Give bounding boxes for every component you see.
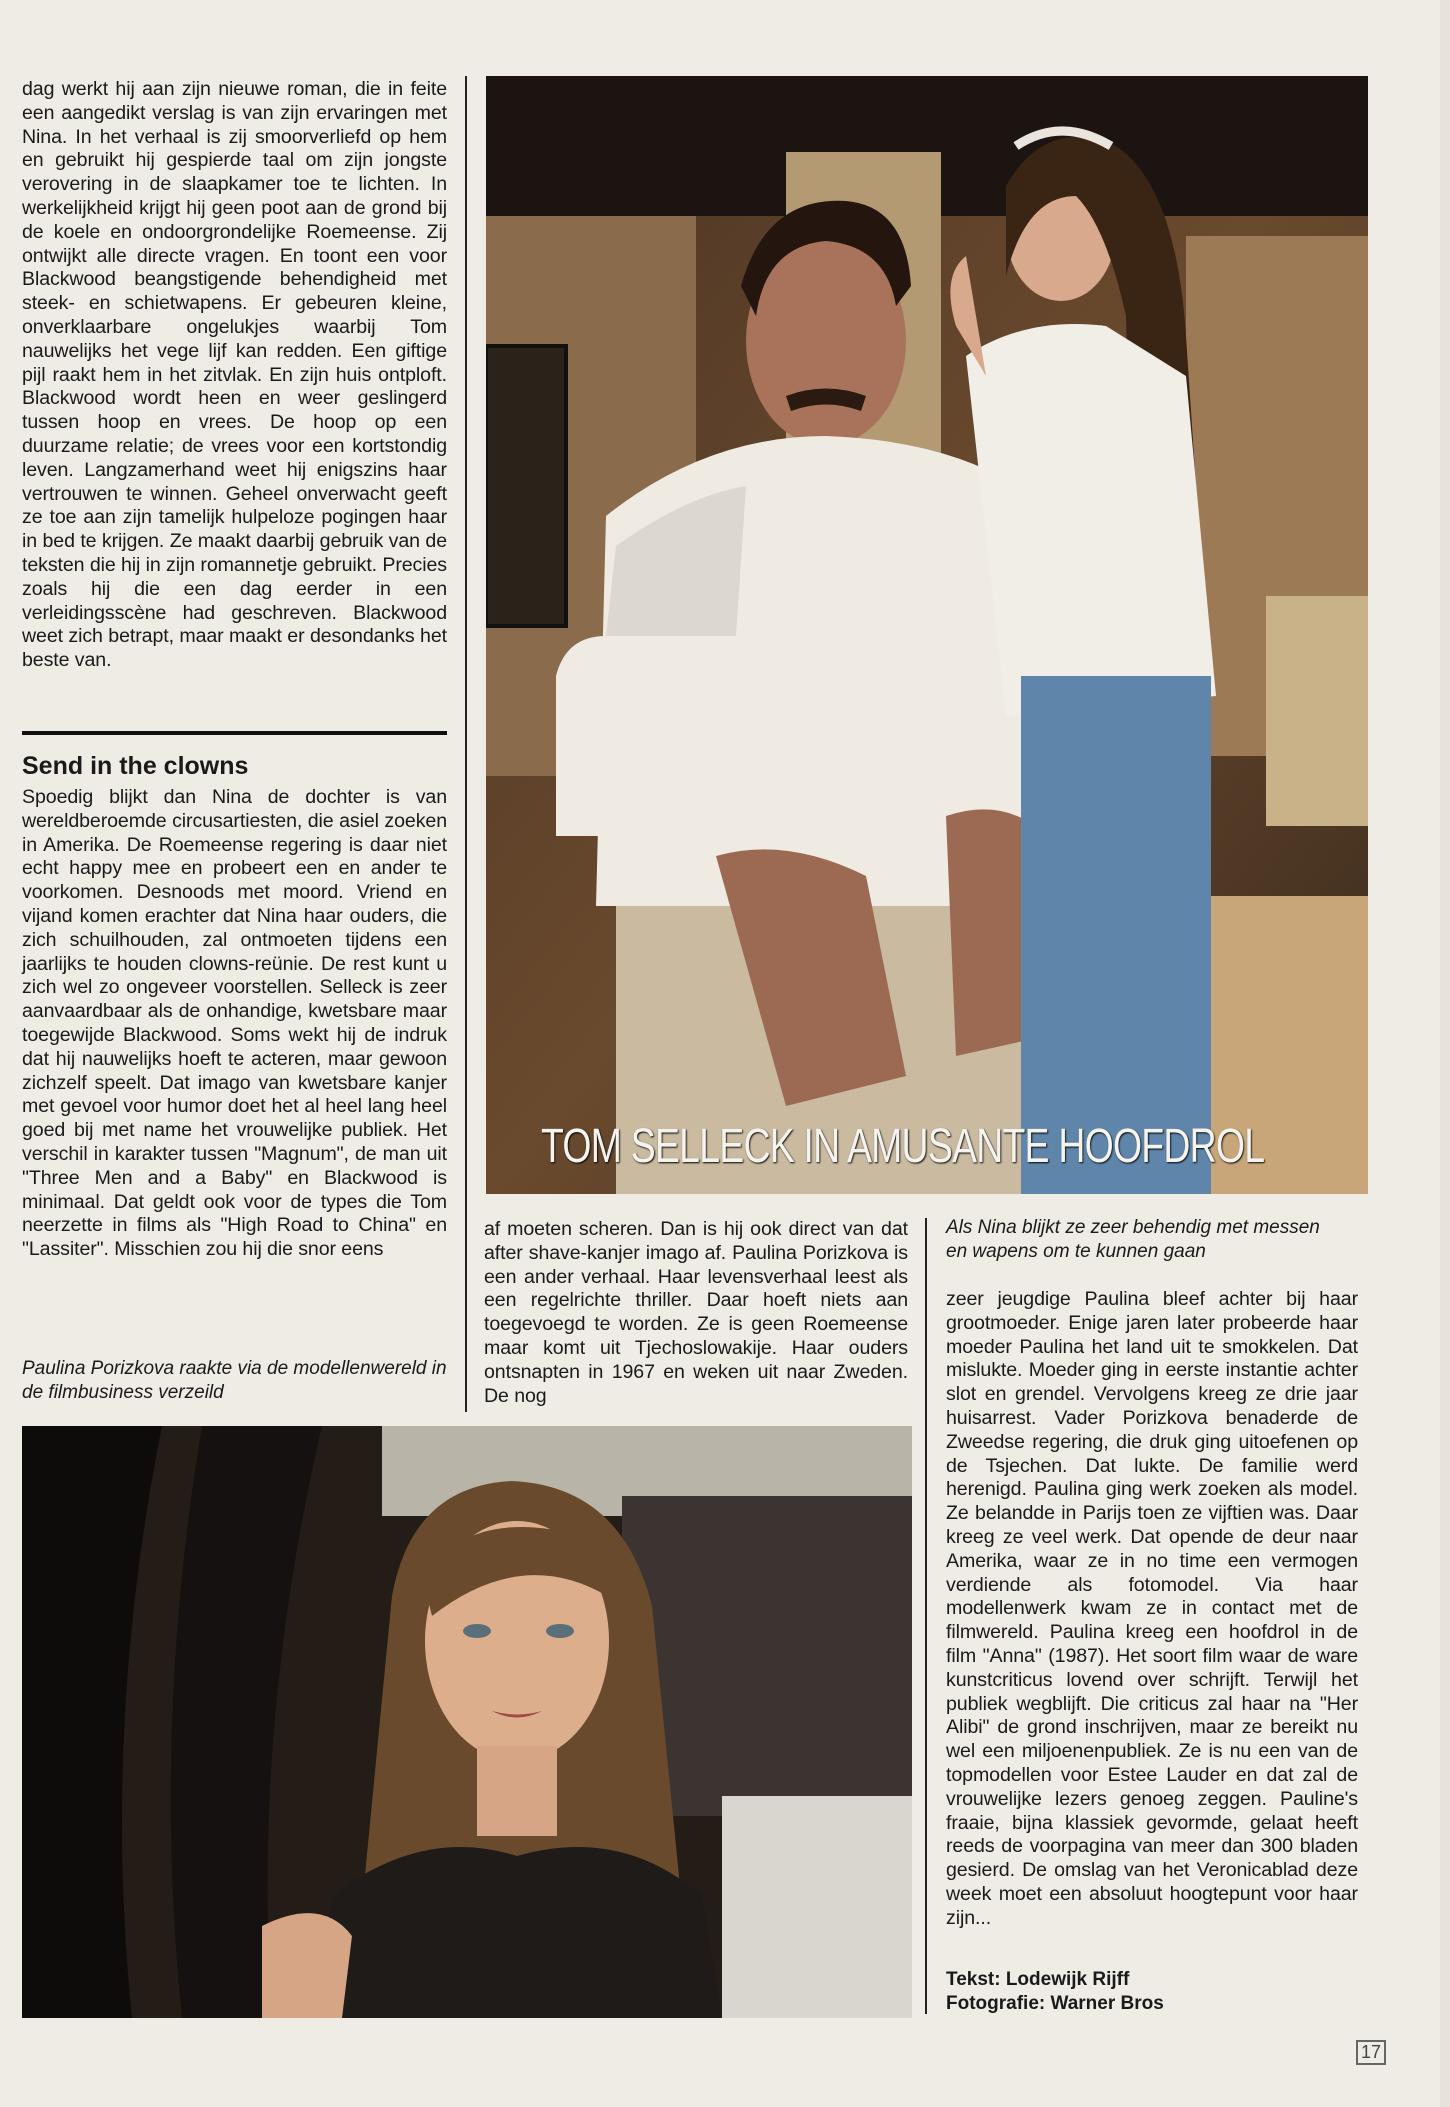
credit-text: Tekst: Lodewijk Rijff: [946, 1969, 1130, 1990]
column1-body2: [22, 786, 447, 1262]
column2-paragraph: af moeten scheren. Dan is hij ook direct van dat after shave-kanjer imago af. Paulina Porizkova is een ander verhaal. Haar levensverhaal leest als een regelrichte thriller. Daar hoeft niets aan toegevoegd te worden. Ze is geen Roemeense maar komt uit Tjechoslowakije. Haar ouders ontsnapten in 1967 en weken uit naar Zweden. De nog: [484, 1218, 908, 1407]
column1-body: [22, 78, 447, 673]
credit-photo: Fotografie: Warner Bros: [946, 1993, 1164, 2014]
photo-illustration: [486, 76, 1368, 1194]
section-heading: Send in the clowns: [22, 752, 249, 780]
photo-paulina-car: [22, 1426, 912, 2018]
photo-illustration: [22, 1426, 912, 2018]
section-divider: [22, 731, 447, 735]
column3-body: [946, 1288, 1358, 1931]
column1-paragraph: dag werkt hij aan zijn nieuwe roman, die in feite een aangedikt verslag is van zijn ervaringen met Nina. In het verhaal is zij smoorverliefd op hem en gebruikt hij gespierde taal om zijn jongste verovering in de slaapkamer toe te lichten. In werkelijkheid krijgt hij geen poot aan de grond bij de koele en ondoorgrondelijke Roemeense. Zij ontwijkt alle directe vragen. En toont een voor Blackwood beangstigende behendigheid met steek- en schietwapens. Er gebeuren kleine, onverklaarbare ongelukjes waarbij Tom nauwelijks het vege lijf kan redden. Een giftige pijl raakt hem in het zitvlak. En zijn huis ontploft. Blackwood wordt heen en weer geslingerd tussen hoop en vrees. De hoop op een duurzame relatie; de vrees voor een kortstondig leven. Langzamerhand weet hij enigszins haar vertrouwen te winnen. Geheel onverwacht geeft ze toe aan zijn tamelijk hulpeloze pogingen haar in bed te krijgen. Ze maakt daarbij gebruik van de teksten die hij in zijn romannetje gebruikt. Precies zoals hij die een dag eerder in een verleidingsscène had geschreven. Blackwood weet zich betrapt, maar maakt er desondanks het beste van.: [22, 78, 447, 672]
column-rule: [465, 76, 467, 1412]
photo-title-overlay: TOM SELLECK IN AMUSANTE HOOFDROL: [541, 1120, 1265, 1173]
column2-body: [484, 1218, 908, 1408]
article-credits: [946, 1968, 1164, 2016]
column1-paragraph2: Spoedig blijkt dan Nina de dochter is van wereldberoemde circusartiesten, die asiel zoeken in Amerika. De Roemeense regering is daar niet echt happy mee en probeert een en ander te voorkomen. Desnoods met moord. Vriend en vijand komen erachter dat Nina haar ouders, die zich schuilhouden, zal ontmoeten tijdens een jaarlijks te houden clowns-reünie. De rest kunt u zich wel zo ongeveer voorstellen. Selleck is zeer aanvaardbaar als de onhandige, kwetsbare maar toegewijde Blackwood. Soms wekt hij de indruk dat hij nauwelijks hoeft te acteren, maar gewoon zichzelf speelt. Dat imago van kwetsbare kanjer met gevoel voor humor doet het al heel lang heel goed bij met name het vrouwelijke publiek. Het verschil in karakter tussen "Magnum", de man uit "Three Men and a Baby" en Blackwood is minimaal. Dat geldt ook voor de types die Tom neerzette in films als "High Road to China" en "Lassiter". Misschien zou hij die snor eens: [22, 786, 447, 1261]
column3-paragraph: zeer jeugdige Paulina bleef achter bij haar grootmoeder. Enige jaren later probeerde haar moeder Paulina het land uit te smokkelen. Dat mislukte. Moeder ging in eerste instantie achter slot en grendel. Vervolgens kreeg ze drie jaar huisarrest. Vader Porizkova benaderde de Zweedse regering, die druk ging uitoefenen op de Tsjechen. Dat lukte. De familie werd herenigd. Paulina ging werk zoeken als model. Ze belandde in Parijs toen ze vijftien was. Daar kreeg ze veel werk. Dat opende de deur naar Amerika, waar ze in no time een vermogen verdiende als fotomodel. Via haar modellenwerk kwam ze in contact met de filmwereld. Paulina kreeg een hoofdrol in de film "Anna" (1987). Het soort film waar de ware kunstcriticus lovend over schrijft. Terwijl het publiek wegblijft. Die criticus zal haar na "Her Alibi" de grond inschrijven, maar ze bereikt nu wel een miljoenenpubliek. Ze is nu een van de topmodellen voor Estee Lauder en dat zal de vrouwelijke lezers genoeg zeggen. Pauline's fraaie, bijna klassiek gevormde, gelaat heeft reeds de voorpagina van meer dan 300 bladen gesierd. De omslag van het Veronicablad deze week moet een absoluut hoogtepunt voor haar zijn...: [946, 1288, 1358, 1929]
photo-caption-nina: Als Nina blijkt ze zeer behendig met messen en wapens om te kunnen gaan: [946, 1217, 1320, 1262]
column-rule: [925, 1218, 927, 2014]
photo-caption-paulina: Paulina Porizkova raakte via de modellenwereld in de filmbusiness verzeild: [22, 1358, 447, 1403]
main-photo-selleck: [486, 76, 1368, 1194]
page-number: 17: [1356, 2040, 1386, 2065]
